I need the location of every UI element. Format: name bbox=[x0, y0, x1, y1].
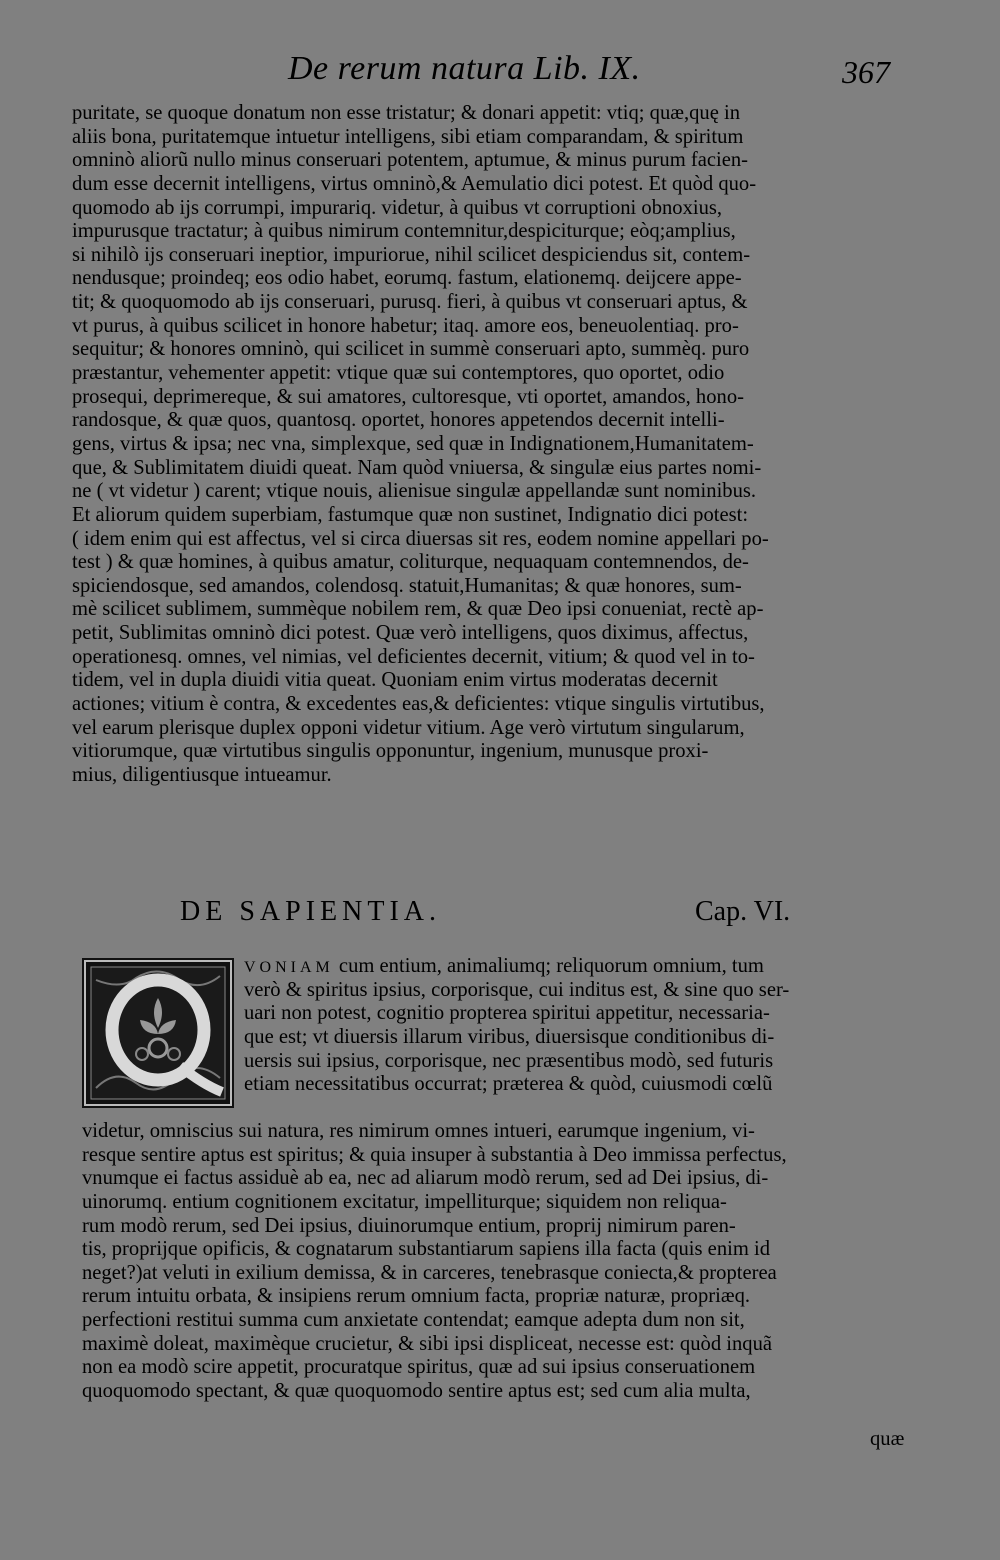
chapter-opening-text bbox=[244, 955, 914, 1097]
text-line: rum modò rerum, sed Dei ipsius, diuinorumque entium, proprij nimirum paren- bbox=[82, 1214, 736, 1237]
text-line: aliis bona, puritatemque intuetur intelligens, sibi etiam comparandam, & spiritum bbox=[72, 125, 744, 148]
text-line: petit, Sublimitas omninò dici potest. Quæ verò intelligens, quos diximus, affectus, bbox=[72, 622, 749, 645]
text-line: randosque, & quæ quos, quantosq. oportet, honores appetendos decernit intelli- bbox=[72, 409, 725, 432]
text-line: ( idem enim qui est affectus, vel si circa diuersas sit res, eodem nomine appellari po- bbox=[72, 527, 769, 550]
text-line: mius, diligentiusque intueamur. bbox=[72, 763, 332, 786]
text-line bbox=[244, 955, 914, 979]
text-line: etiam necessitatibus occurrat; præterea & quòd, cuiusmodi cœlũ bbox=[244, 1073, 773, 1096]
text-line: vnumque ei factus assiduè ab ea, nec ad aliarum modò rerum, sed ad Dei ipsius, di- bbox=[82, 1167, 769, 1190]
chapter-body-text bbox=[82, 1120, 912, 1404]
text-line: tidem, vel in dupla diuidi vitia queat. Quoniam enim virtus moderatas decernit bbox=[72, 669, 718, 692]
text-line: nendusque; proindeq; eos odio habet, eorumq. fastum, elationemq. deijcere appe- bbox=[72, 267, 742, 290]
main-text-block bbox=[72, 102, 912, 788]
page-number: 367 bbox=[842, 54, 890, 90]
text-line: præstantur, vehementer appetit: vtique quæ sui contemptores, quo oportet, odio bbox=[72, 362, 725, 385]
text-line: Et aliorum quidem superbiam, fastumque quæ non sustinet, Indignatio dici potest: bbox=[72, 503, 749, 526]
text-line: vt purus, à quibus scilicet in honore habetur; itaq. amore eos, beneuolentiaq. pro- bbox=[72, 314, 739, 337]
chapter-heading bbox=[180, 896, 820, 936]
text-line: quoquomodo spectant, & quæ quoquomodo sentire aptus est; sed cum alia multa, bbox=[82, 1380, 751, 1403]
text-line: uinorumq. entium cognitionem excitatur, impelliturque; siquidem non reliqua- bbox=[82, 1190, 727, 1213]
decorated-initial-q bbox=[82, 958, 234, 1108]
text-line: que, & Sublimitatem diuidi queat. Nam quòd vniuersa, & singulæ eius partes nomi- bbox=[72, 456, 762, 479]
text-line: verò & spiritus ipsius, corporisque, cui inditus est, & sine quo ser- bbox=[244, 978, 790, 1001]
text-line: test ) & quæ homines, à quibus amatur, coliturque, nequaquam contemnendos, de- bbox=[72, 551, 749, 574]
text-line: que est; vt diuersis illarum viribus, diuersisque conditionibus di- bbox=[244, 1025, 775, 1048]
running-title: De rerum natura Lib. IX. bbox=[288, 50, 641, 87]
text-line: vel earum plerisque duplex opponi videtur vitium. Age verò virtutum singularum, bbox=[72, 716, 745, 739]
text-line: prosequi, deprimereque, & sui amatores, cultoresque, vti oportet, amandos, hono- bbox=[72, 385, 744, 408]
catchword: quæ bbox=[870, 1428, 905, 1450]
chapter-title: DE SAPIENTIA. bbox=[180, 896, 441, 927]
text-line: tis, proprijque opificis, & cognatarum substantiarum sapiens illa facta (quis enim id bbox=[82, 1238, 771, 1261]
text-line: omninò aliorũ nullo minus conseruari potentem, aptumue, & minus purum facien- bbox=[72, 149, 749, 172]
text-line: quomodo ab ijs corrumpi, impurariq. videtur, à quibus vt corruptioni obnoxius, bbox=[72, 196, 723, 219]
text-line: uersis sui ipsius, corporisque, nec præsentibus modò, sed futuris bbox=[244, 1049, 774, 1072]
text-line: gens, virtus & ipsa; nec vna, simplexque, sed quæ in Indignationem,Humanitatem- bbox=[72, 432, 754, 455]
text-line: rerum intuitu orbata, & insipiens rerum omnium facta, propriæ naturæ, propriæq. bbox=[82, 1285, 751, 1308]
text-line: maximè doleat, maximèque crucietur, & sibi ipsi displiceat, necesse est: quòd inquã bbox=[82, 1332, 773, 1355]
text-line: si nihilò ijs conseruari ineptior, impuriorue, nihil scilicet despiciendus sit, contem- bbox=[72, 243, 751, 266]
text-line: non ea modò scire appetit, procuratque spiritus, quæ ad sui ipsius conseruationem bbox=[82, 1356, 756, 1379]
ornament-icon bbox=[82, 958, 234, 1108]
page-header bbox=[0, 50, 1000, 100]
text-line: tit; & quoquomodo ab ijs conseruari, purusq. fieri, à quibus vt conseruari aptus, & bbox=[72, 291, 748, 314]
text-line: mè scilicet sublimem, summèque nobilem rem, & quæ Deo ipsi conueniat, rectè ap- bbox=[72, 598, 764, 621]
text-line: vitiorumque, quæ virtutibus singulis opponuntur, ingenium, munusque proxi- bbox=[72, 740, 709, 763]
text-line: ne ( vt videtur ) carent; vtique nouis, alienisue singulæ appellandæ sunt nominibus. bbox=[72, 480, 757, 503]
text-line: sequitur; & honores omninò, qui scilicet in summè conseruari apto, summèq. puro bbox=[72, 338, 750, 361]
chapter-number: Cap. VI. bbox=[695, 896, 791, 927]
text-line: dum esse decernit intelligens, virtus omninò,& Aemulatio dici potest. Et quòd quo- bbox=[72, 172, 757, 195]
opening-word: VONIAM bbox=[244, 959, 334, 976]
text-line: resque sentire aptus est spiritus; & quia insuper à substantia à Deo immissa perfectus, bbox=[82, 1143, 787, 1166]
text-line: perfectioni restitui summa cum anxietate contendat; eamque adepta dum non sit, bbox=[82, 1309, 745, 1332]
text-line: neget?)at veluti in exilium demissa, & in carceres, tenebrasque coniecta,& propterea bbox=[82, 1261, 777, 1284]
text-line: impurusque tractatur; à quibus nimirum contemnitur,despiciturque; eòq;amplius, bbox=[72, 220, 736, 243]
text-line: videtur, omniscius sui natura, res nimirum omnes intueri, earumque ingenium, vi- bbox=[82, 1120, 755, 1142]
opening-line-rest: cum entium, animaliumq; reliquorum omnium, tum bbox=[333, 955, 764, 977]
text-line: uari non potest, cognitio propterea spiritui appetitur, necessaria- bbox=[244, 1002, 770, 1025]
text-line: spiciendosque, sed amandos, colendosq. statuit,Humanitas; & quæ honores, sum- bbox=[72, 574, 742, 597]
text-line: operationesq. omnes, vel nimias, vel deficientes decernit, vitium; & quod vel in to- bbox=[72, 645, 755, 668]
text-line: actiones; vitium è contra, & excedentes eas,& deficientes: vtique singulis virtutibus, bbox=[72, 693, 765, 716]
text-line: puritate, se quoque donatum non esse tristatur; & donari appetit: vtiq; quæ,quę in bbox=[72, 102, 741, 124]
